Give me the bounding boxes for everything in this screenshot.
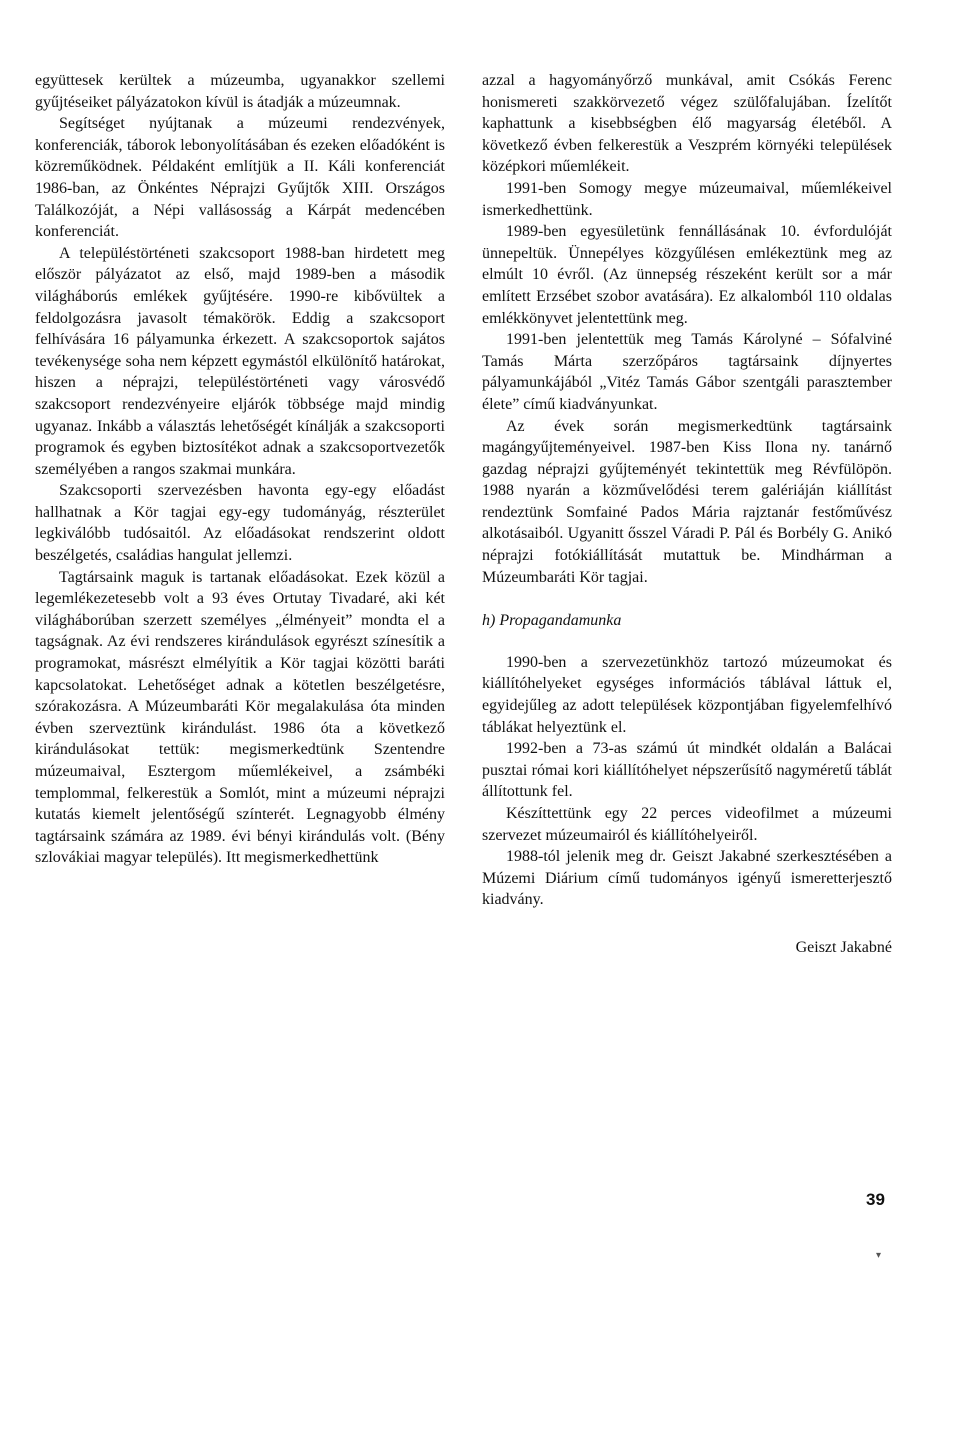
paragraph: 1990-ben a szervezetünkhöz tartozó múzeumokat és kiállítóhelyeket egységes információs táblával láttuk el, egyidejűleg az adott települések központjában figyelemfelhívó táblákat helyeztünk el. [482, 653, 892, 736]
paragraph: Segítséget nyújtanak a múzeumi rendezvények, konferenciák, táborok lebonyolításában és ezeken előadóként is közreműködnek. Példaként említjük a II. Káli konferenciát 1986-ban, az Önkéntes Néprajzi Gyűjtők XIII. Országos Találkozóját, a Népi vallásosság a Kárpát medencében konferenciát. [35, 115, 445, 241]
paragraph: Tagtársaink maguk is tartanak előadásokat. Ezek közül a legemlékezetesebb volt a 93 éves Ortutay Tivadaré, aki két világháborúban szerzett személyes „élményeit” mondta el a tagságnak. Az évi rendszeres kirándulások egyrészt színesítik a programokat, másrészt elmélyítik a Kör tagjai közötti baráti kapcsolatokat. Lehetőséget adnak a kötetlen beszélgetésre, szórakozásra. A Múzeumbaráti Kör megalakulása óta minden évben szerveztünk kirándulást. 1986 óta a következő kirándulásokat tettük: megismerkedtünk Szentendre múzeumaival, Esztergom műemlékeivel, a zsámbéki templommal, felkerestük a Somlót, mint a múzeumi néprajzi kutatás kiemelt jelentőségű színterét. Legnagyobb élmény tagtársaink számára az 1989. évi bényi kirándulás volt. (Bény szlovákiai magyar település). Itt megismerkedhettünk [35, 568, 445, 867]
right-column [482, 70, 892, 959]
scan-speck-icon: ▾ [876, 1250, 882, 1261]
paragraph: Szakcsoporti szervezésben havonta egy-egy előadást hallhatnak a Kör tagjai egy-egy tudományág, részterület legkiválóbb tudósaitól. Az előadásokat rendszerint oldott beszélgetés, családias hangulat jellemzi. [35, 482, 445, 565]
paragraph: Készíttettünk egy 22 perces videofilmet a múzeumi szervezet múzeumairól és kiállítóhelyeiről. [482, 805, 892, 844]
paragraph: A településtörténeti szakcsoport 1988-ban hirdetett meg először pályázatot az első, majd 1989-ben a második világháborús emlékek gyűjtésére. 1990-re kibővültek a feldolgozásra javasolt témakörök. Eddig a szakcsoport felhívására 16 pályamunka érkezett. A szakcsoportok sajátos tevékenysége soha nem képzett egymástól elkülönítő határokat, hiszen a néprajzi, településtörténeti vagy városvédő szakcsoport rendezvényeire eljárók többsége majd mindig ugyanaz. Inkább a választás lehetőségét kínálják a szakcsoporti programok és egyben biztosítékot adnak a szakcsoportvezetők személyében a rangos szakmai munkára. [35, 244, 445, 478]
paragraph: 1988-tól jelenik meg dr. Geiszt Jakabné szerkesztésében a Múzemi Diárium című tudományos igényű ismeretterjesztő kiadvány. [482, 848, 892, 909]
paragraph: azzal a hagyományőrző munkával, amit Csókás Ferenc honismereti szakkörvezető végez szülőfalujában. Ízelítőt kaphattunk a kisebbségben élő magyarság életéből. A következő évben felkerestük a Veszprém környéki települések középkori műemlékeit. [482, 72, 892, 176]
paragraph: 1992-ben a 73-as számú út mindkét oldalán a Balácai pusztai római kori kiállítóhelyet népszerűsítő nagyméretű táblát állítottunk fel. [482, 740, 892, 801]
paragraph: együttesek kerültek a múzeumba, ugyanakkor szellemi gyűjtéseiket pályázatokon kívül is átadják a múzeumnak. [35, 72, 445, 111]
paragraph: 1989-ben egyesületünk fennállásának 10. évfordulóját ünnepeltük. Ünnepélyes közgyűlésen emlékeztünk meg az elmúlt 10 évről. (Az ünnepség részeként került sor a már említett Erzsébet szobor avatására). Ez alkalomból 110 oldalas emlékkönyvet jelentettünk meg. [482, 223, 892, 327]
left-column [35, 70, 445, 869]
section-heading: h) Propagandamunka [482, 612, 622, 630]
page-number: 39 [866, 1190, 885, 1209]
paragraph: Az évek során megismerkedtünk tagtársaink magángyűjteményeivel. 1987-ben Kiss Ilona ny. tanárnő gazdag néprajzi gyűjteményét tekintettük meg Révfülöpön. 1988 nyarán a közművelődési terem galériáján kiállítást rendeztünk Somfainé Pados Mária rajztanár festőművész alkotásaiból. Ugyanitt ősszel Váradi P. Pál és Borbély G. Anikó néprajzi fotókiállítását mutattuk be. Mindhárman a Múzeumbaráti Kör tagjai. [482, 417, 892, 586]
paragraph: 1991-ben Somogy megye múzeumaival, műemlékeivel ismerkedhettünk. [482, 179, 892, 219]
author-signature: Geiszt Jakabné [795, 938, 892, 956]
paragraph: 1991-ben jelentettük meg Tamás Károlyné – Sófalviné Tamás Márta szerzőpáros tagtársaink díjnyertes pályamunkájából „Vitéz Tamás Gábor szentgáli parasztember élete” című kiadványunkat. [482, 331, 892, 413]
